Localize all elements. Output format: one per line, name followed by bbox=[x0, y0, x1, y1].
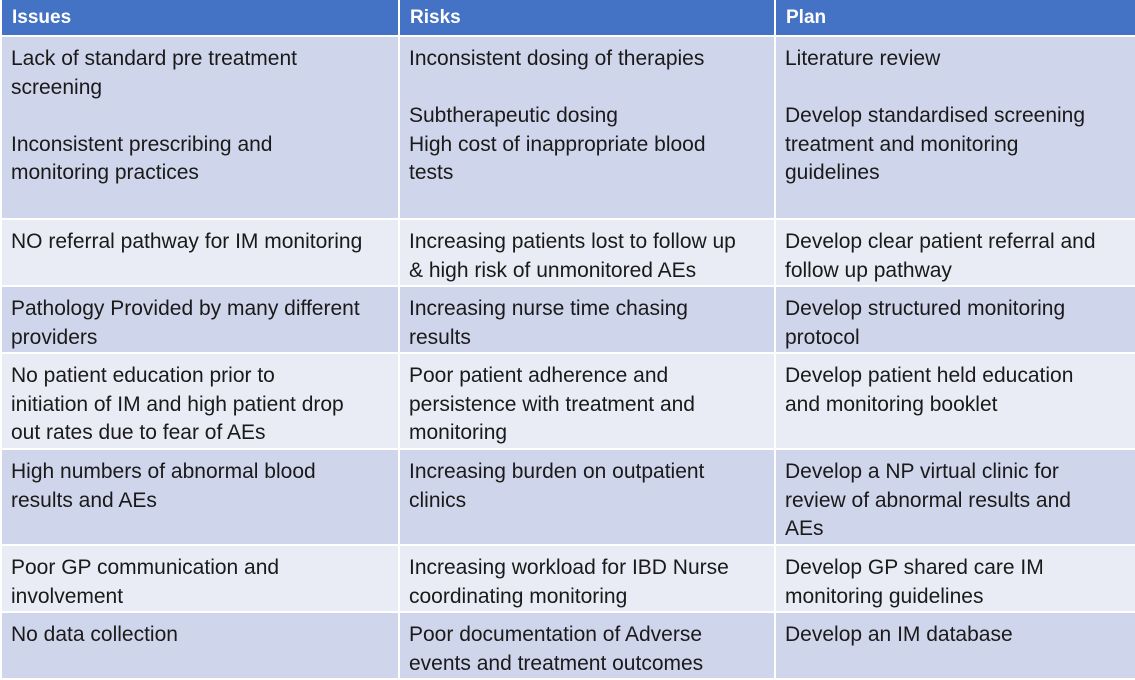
risks-cell bbox=[399, 612, 775, 679]
cell-text-line: follow up pathway bbox=[785, 258, 952, 282]
risks-cell bbox=[399, 449, 775, 545]
cell-text-line: monitoring practices bbox=[11, 161, 199, 184]
cell-text-line: Increasing workload for IBD Nurse bbox=[409, 556, 729, 579]
table-row bbox=[1, 36, 1135, 219]
cell-text-line: initiation of IM and high patient drop bbox=[11, 392, 344, 416]
cell-text-line: involvement bbox=[11, 584, 124, 608]
cell-text-line: High cost of inappropriate blood bbox=[409, 132, 706, 156]
cell-text-line: coordinating monitoring bbox=[409, 584, 628, 608]
cell-gap bbox=[409, 74, 768, 103]
header-issues: Issues bbox=[1, 0, 399, 36]
cell-text-line: Lack of standard pre treatment bbox=[11, 47, 297, 70]
cell-text-line: NO referral pathway for IM monitoring bbox=[11, 230, 363, 253]
cell-text-line: Inconsistent prescribing and bbox=[11, 132, 273, 156]
cell-text-line: review of abnormal results and bbox=[785, 488, 1071, 512]
cell-text-line: screening bbox=[11, 75, 103, 99]
risks-cell bbox=[399, 353, 775, 449]
risks-cell bbox=[399, 36, 775, 219]
issues-cell bbox=[1, 219, 399, 286]
plan-cell bbox=[775, 219, 1135, 286]
cell-text-line: out rates due to fear of AEs bbox=[11, 421, 266, 444]
cell-text-line: protocol bbox=[785, 325, 860, 349]
issues-cell bbox=[1, 612, 399, 679]
cell-text-line: events and treatment outcomes bbox=[409, 651, 704, 675]
cell-text-line: No data collection bbox=[11, 623, 178, 646]
plan-cell bbox=[775, 545, 1135, 612]
cell-text-line: Develop patient held education bbox=[785, 364, 1074, 387]
table-row bbox=[1, 219, 1135, 286]
issues-cell bbox=[1, 545, 399, 612]
risks-cell bbox=[399, 545, 775, 612]
table-row bbox=[1, 449, 1135, 545]
issues-cell bbox=[1, 286, 399, 353]
cell-text-line: monitoring guidelines bbox=[785, 584, 984, 608]
cell-text-line: and monitoring booklet bbox=[785, 392, 998, 416]
plan-cell bbox=[775, 353, 1135, 449]
table-row bbox=[1, 353, 1135, 449]
plan-cell bbox=[775, 36, 1135, 219]
cell-text-line: AEs bbox=[785, 517, 824, 540]
cell-text-line: tests bbox=[409, 161, 454, 184]
plan-cell bbox=[775, 612, 1135, 679]
cell-text-line: Develop a NP virtual clinic for bbox=[785, 460, 1059, 483]
issues-cell bbox=[1, 353, 399, 449]
cell-text-line: Develop structured monitoring bbox=[785, 297, 1066, 320]
cell-text-line: Literature review bbox=[785, 47, 941, 70]
cell-text-line: Increasing burden on outpatient bbox=[409, 460, 705, 483]
cell-text-line: Increasing nurse time chasing bbox=[409, 297, 688, 320]
cell-text-line: Develop an IM database bbox=[785, 623, 1013, 646]
cell-text-line: Poor documentation of Adverse bbox=[409, 623, 703, 646]
cell-text-line: Increasing patients lost to follow up bbox=[409, 230, 736, 253]
cell-text-line: Poor patient adherence and bbox=[409, 364, 669, 387]
header-row bbox=[1, 0, 1135, 36]
cell-text-line: & high risk of unmonitored AEs bbox=[409, 258, 697, 282]
plan-cell bbox=[775, 286, 1135, 353]
cell-text-line: Pathology Provided by many different bbox=[11, 297, 360, 320]
header-risks: Risks bbox=[399, 0, 775, 36]
header-plan: Plan bbox=[775, 0, 1135, 36]
cell-text-line: Subtherapeutic dosing bbox=[409, 104, 618, 127]
cell-text-line: High numbers of abnormal blood bbox=[11, 460, 316, 483]
cell-gap bbox=[11, 102, 392, 131]
cell-text-line: Develop clear patient referral and bbox=[785, 230, 1096, 253]
cell-text-line: Develop GP shared care IM bbox=[785, 556, 1044, 579]
table-row bbox=[1, 612, 1135, 679]
plan-cell bbox=[775, 449, 1135, 545]
cell-text-line: No patient education prior to bbox=[11, 364, 275, 387]
cell-text-line: guidelines bbox=[785, 161, 880, 184]
risks-cell bbox=[399, 286, 775, 353]
cell-text-line: providers bbox=[11, 325, 98, 349]
cell-text-line: treatment and monitoring bbox=[785, 132, 1019, 156]
cell-text-line: clinics bbox=[409, 488, 467, 512]
cell-gap bbox=[785, 74, 1129, 103]
cell-text-line: results bbox=[409, 325, 471, 349]
issues-cell bbox=[1, 36, 399, 219]
cell-text-line: Inconsistent dosing of therapies bbox=[409, 47, 705, 70]
risks-cell bbox=[399, 219, 775, 286]
cell-text-line: monitoring bbox=[409, 421, 508, 444]
cell-text-line: results and AEs bbox=[11, 488, 157, 512]
table-row bbox=[1, 545, 1135, 612]
cell-text-line: persistence with treatment and bbox=[409, 392, 695, 416]
cell-text-line: Develop standardised screening bbox=[785, 104, 1086, 127]
issues-cell bbox=[1, 449, 399, 545]
table-row bbox=[1, 286, 1135, 353]
cell-text-line: Poor GP communication and bbox=[11, 556, 280, 579]
